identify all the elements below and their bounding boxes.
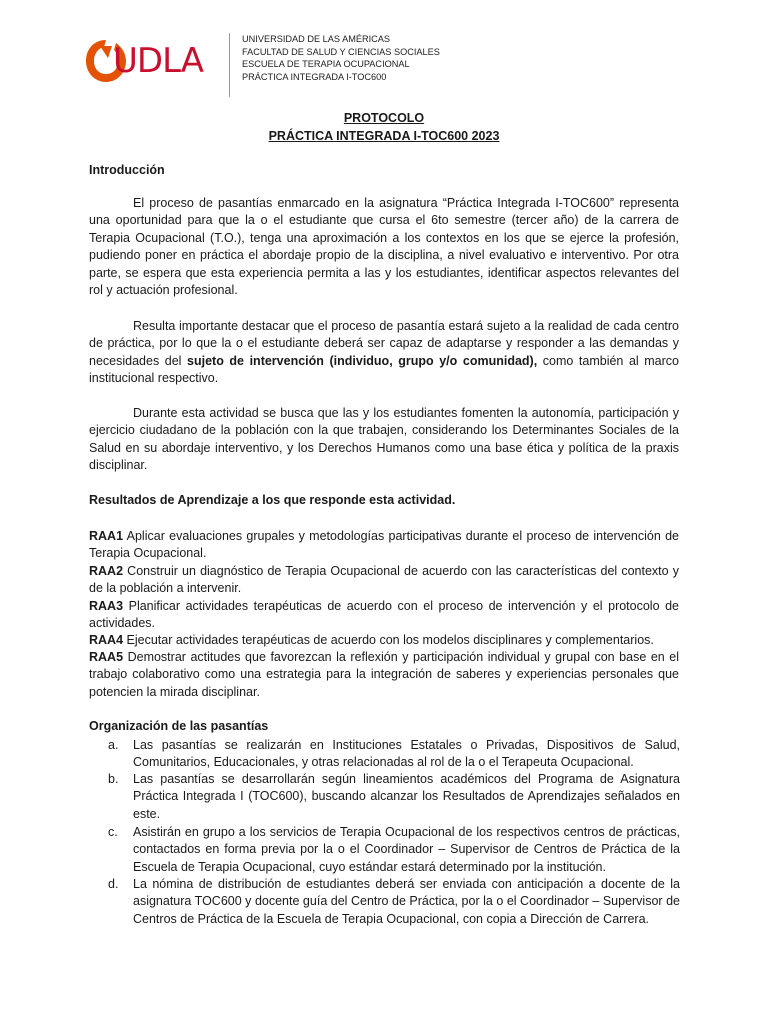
raa-text: Demostrar actitudes que favorezcan la reflexión y participación individual y grupal con base en el trabajo colaborativo como una estrategia para la integración de saberes y experiencias personales que potencien la mirada disciplinar. [89, 650, 679, 699]
header-line-school: ESCUELA DE TERAPIA OCUPACIONAL [242, 59, 410, 70]
org-list-item-a [108, 737, 680, 772]
raa-text: Construir un diagnóstico de Terapia Ocupacional de acuerdo con las características del contexto y de la población a intervenir. [89, 564, 679, 596]
intro-paragraph-3: Durante esta actividad se busca que las y los estudiantes fomenten la autonomía, participación y ejercicio ciudadano de la población con la que trabajen, considerando los Determinantes Sociales de la Salud en su abordaje interventivo, y los Derechos Humanos como una base ética y política de la praxis disciplinar. [89, 406, 679, 473]
intro-paragraph-2 [89, 318, 679, 388]
list-item-text: Las pasantías se desarrollarán según lineamientos académicos del Programa de Asignatura Práctica Integrada I (TOC600), buscando alcanzar los Resultados de Aprendizajes señalados en este. [133, 772, 680, 821]
list-item-text: La nómina de distribución de estudiantes deberá ser enviada con anticipación a docente de la asignatura TOC600 y docente guía del Centro de Práctica, por la o el Coordinador – Supervisor de Centros de Práctica de la Escuela de Terapia Ocupacional, con copia a Dirección de Carrera. [133, 877, 680, 926]
intro-p2-bold: sujeto de intervención (individuo, grupo y/o comunidad), [187, 353, 538, 368]
brand-wordmark: UDLA [113, 41, 204, 81]
raa-item-1 [89, 528, 679, 563]
list-item-text: Las pasantías se realizarán en Instituciones Estatales o Privadas, Dispositivos de Salud, Comunitarios, Educacionales, y otras relacionadas al rol de la o el Terapeuta Ocupacional. [133, 738, 680, 770]
list-marker: b. [108, 772, 119, 786]
list-marker: c. [108, 825, 118, 839]
intro-p2-start: Resulta importante destacar que el proceso de pasantía estará sujeto a la realidad de cada centro de práctica, por lo que la o el estudiante deberá ser capaz de adaptarse y responder a las demandas y necesidades del [89, 319, 679, 368]
org-list-item-c [108, 824, 680, 876]
header-line-university: UNIVERSIDAD DE LAS AMÉRICAS [242, 34, 391, 44]
raa-code: RAA3 [89, 599, 124, 613]
intro-paragraph-1: El proceso de pasantías enmarcado en la asignatura “Práctica Integrada I-TOC600” representa una oportunidad para que la o el estudiante que cursa el 6to semestre (tercer año) de la carrera de Terapia Ocupacional (T.O.), tenga una aproximación a los contextos en los que se ejerce la profesión, pudiendo poner en práctica el abordaje propio de la disciplina, a nivel evaluativo e interventivo. Por otra parte, se espera que esta experiencia permita a las y los estudiantes, identificar aspectos relevantes del rol y actuación profesional. [89, 196, 679, 298]
intro-heading: Introducción [89, 163, 165, 177]
raa-code: RAA2 [89, 564, 124, 578]
header-divider [229, 33, 230, 97]
raa-item-4 [89, 632, 679, 649]
raa-item-5 [89, 649, 679, 701]
org-list-item-b [108, 771, 680, 823]
header-line-course: PRÁCTICA INTEGRADA I-TOC600 [242, 71, 387, 82]
doc-title-line1: PROTOCOLO [343, 111, 425, 125]
list-item-text: Asistirán en grupo a los servicios de Terapia Ocupacional de los respectivos centros de prácticas, contactados en forma previa por la o el Coordinador – Supervisor de Centros de Práctica de la Escuela de Terapia Ocupacional, cuyo estándar estará determinado por la institución. [133, 825, 680, 874]
raa-text: Ejecutar actividades terapéuticas de acuerdo con los modelos disciplinares y complementarios. [123, 633, 654, 647]
raa-item-2 [89, 563, 679, 598]
org-list-item-d [108, 876, 680, 928]
list-marker: d. [108, 877, 119, 891]
list-marker: a. [108, 738, 119, 752]
raa-text: Planificar actividades terapéuticas de acuerdo con el proceso de intervención y el protocolo de actividades. [89, 599, 679, 631]
raa-code: RAA5 [89, 650, 124, 664]
organization-heading: Organización de las pasantías [89, 719, 269, 733]
raa-code: RAA4 [89, 633, 124, 647]
intro-p2-end: como también al marco institucional respectivo. [89, 353, 679, 386]
doc-title-line2: PRÁCTICA INTEGRADA I-TOC600 2023 [268, 129, 500, 143]
raa-text: Aplicar evaluaciones grupales y metodologías participativas durante el proceso de intervención de Terapia Ocupacional. [89, 529, 679, 561]
header-line-faculty: FACULTAD DE SALUD Y CIENCIAS SOCIALES [242, 46, 440, 57]
results-heading: Resultados de Aprendizaje a los que responde esta actividad. [89, 493, 456, 507]
raa-item-3 [89, 598, 679, 633]
raa-code: RAA1 [89, 529, 124, 543]
institution-header [242, 33, 440, 83]
